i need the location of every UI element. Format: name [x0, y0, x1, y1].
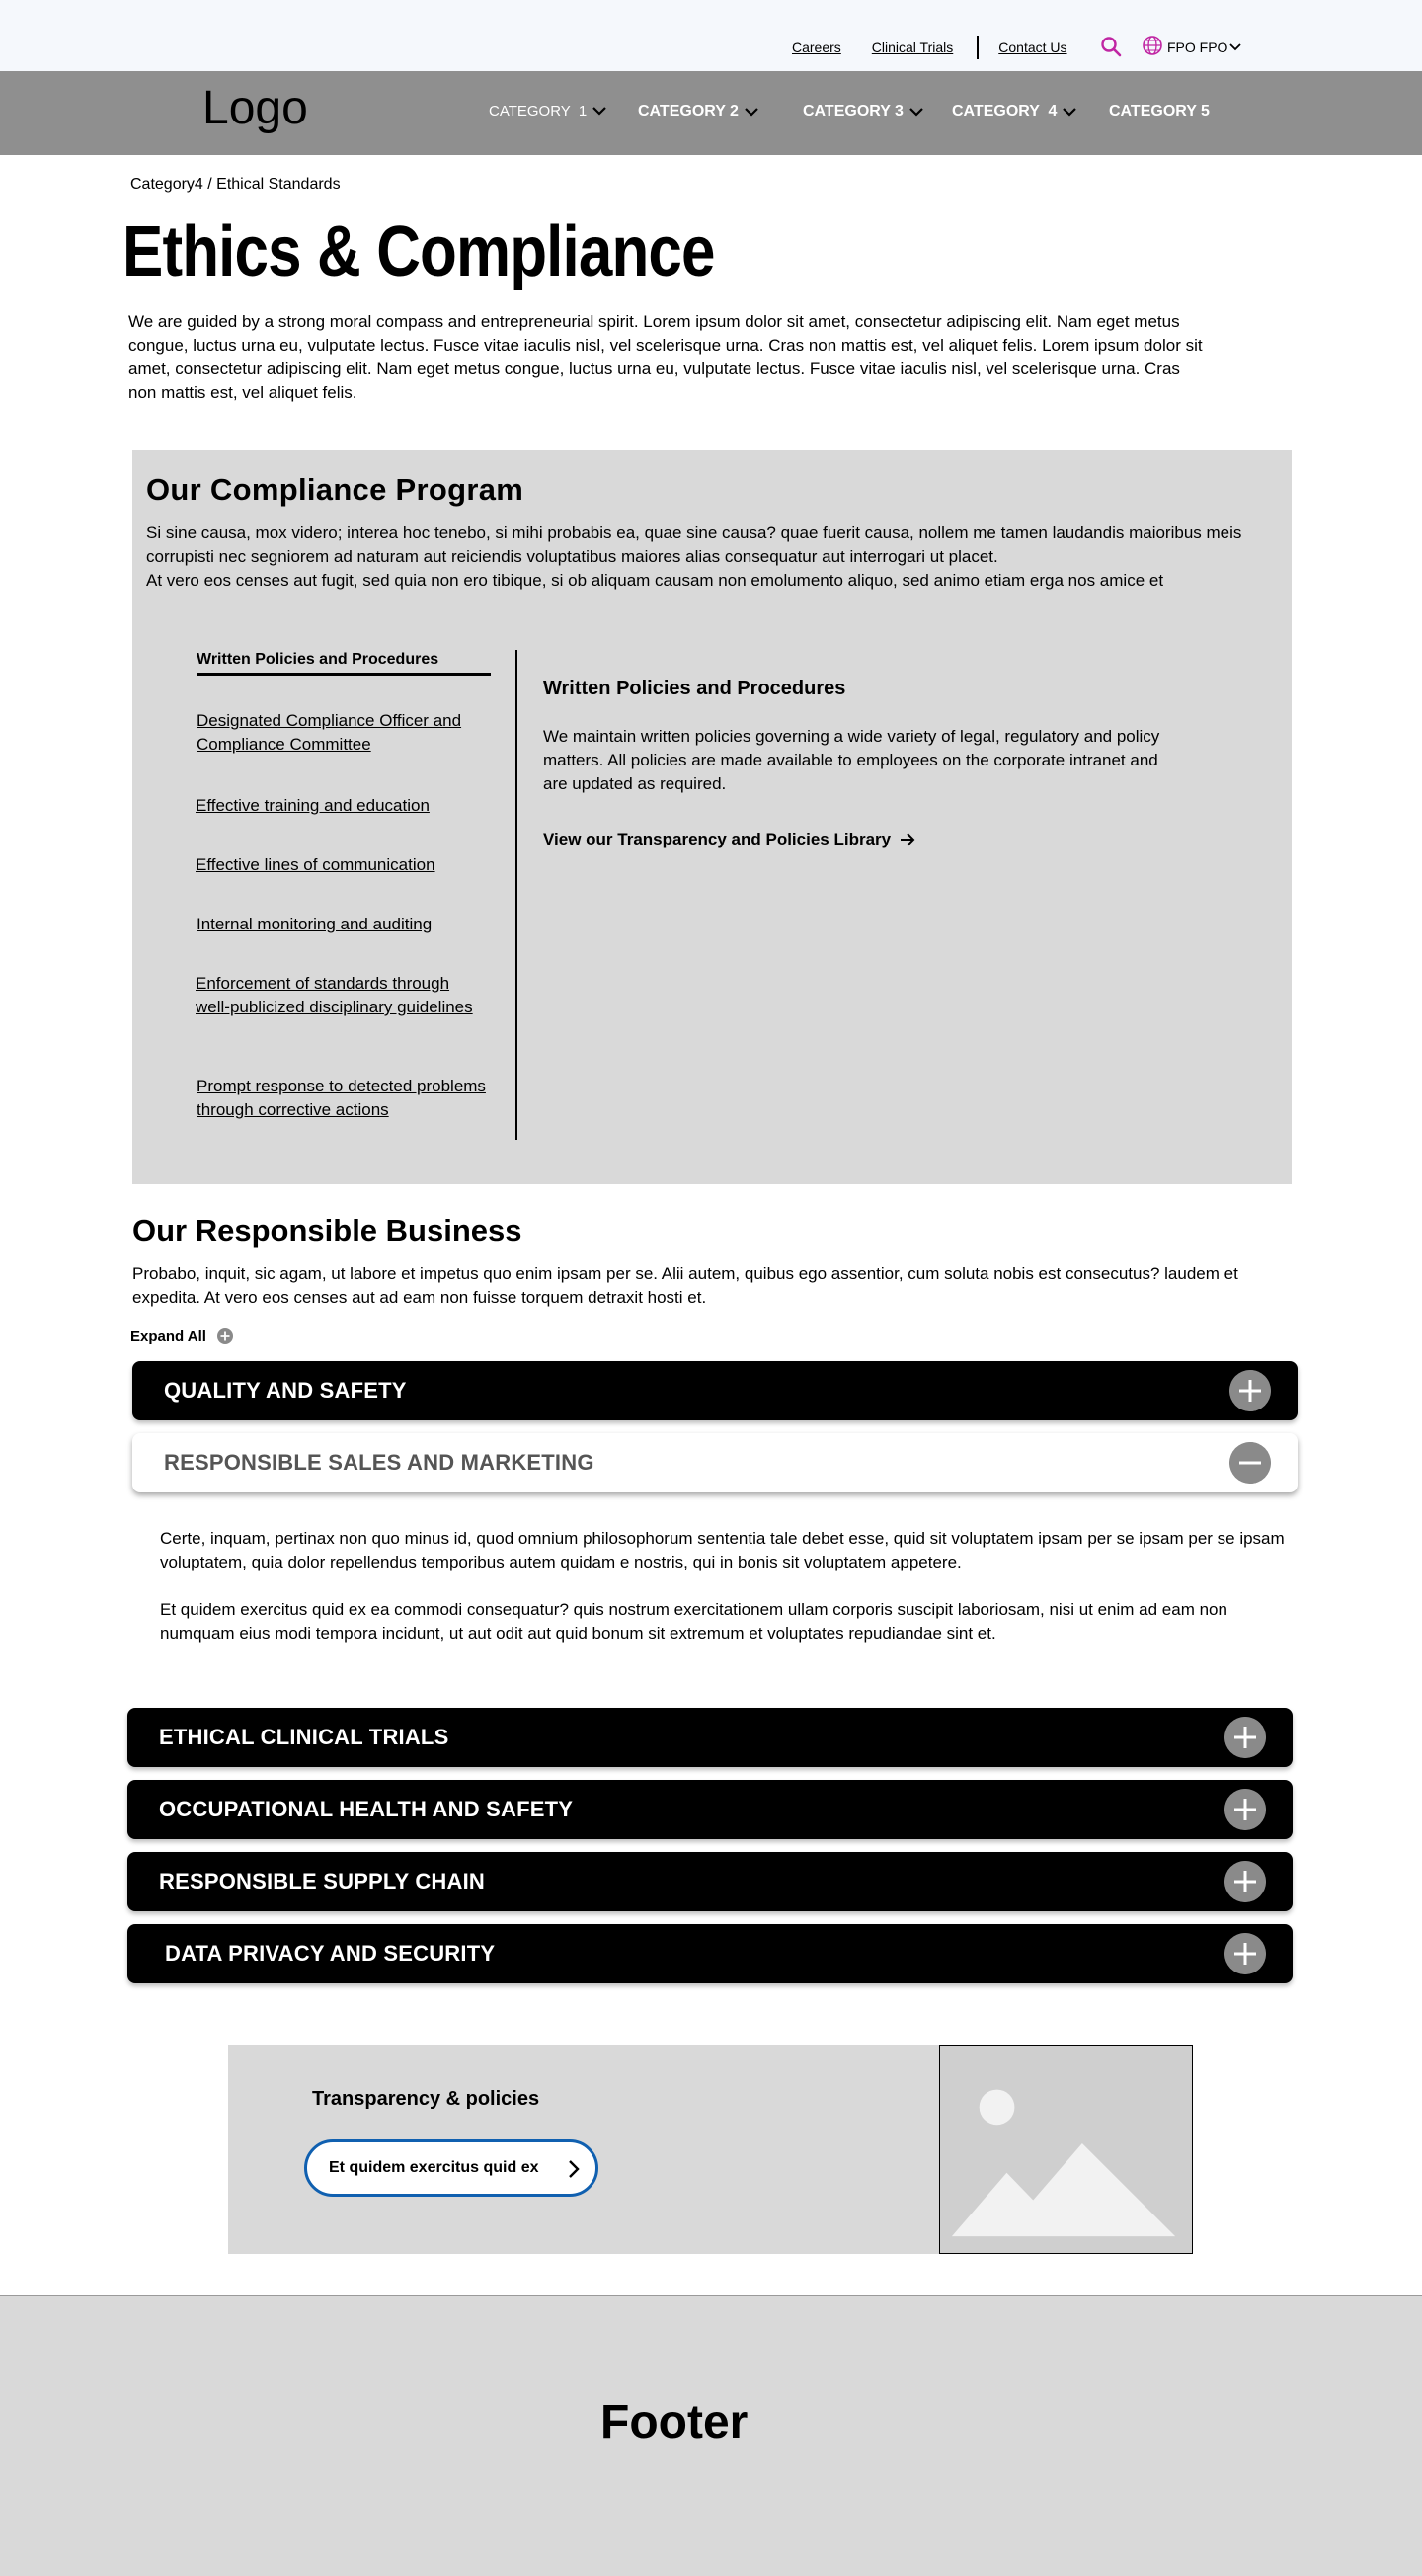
plus-icon[interactable] [1224, 1717, 1266, 1758]
plus-circle-icon [216, 1328, 234, 1345]
accordion-panel-responsible-sales [160, 1527, 1286, 1669]
expand-all-button[interactable] [130, 1328, 234, 1345]
accordion-label: QUALITY AND SAFETY [164, 1378, 407, 1403]
footer [0, 2295, 1422, 2576]
nav-category-1-label: CATEGORY 1 [489, 103, 588, 120]
policy-tab-training[interactable]: Effective training and education [196, 796, 430, 815]
accordion-panel-paragraph: Certe, inquam, pertinax non quo minus id, quod omnium philosophorum sententia tale debet esse, quid sit voluptatem ipsam per se ipsam per se ipsam voluptatem, quia dolor repellendus temporibus autem quidam e nostris, qui in bonis sit voluptatem appetere. [160, 1529, 1285, 1571]
utility-bar [0, 0, 1422, 71]
responsible-business-body: Probabo, inquit, sic agam, ut labore et impetus quo enim ipsam per se. Alii autem, quibus ego assentior, cum soluta nobis est consecutus? laudem et expedita. At vero eos censes aut ad eam non fuisse torquem detraxit hosti et. [132, 1264, 1238, 1307]
nav-category-2[interactable] [638, 103, 758, 121]
accordion-data-privacy[interactable] [127, 1924, 1293, 1983]
compliance-program-section [132, 450, 1292, 1184]
chevron-down-icon [1229, 43, 1241, 51]
accordion-ethical-clinical-trials[interactable] [127, 1708, 1293, 1767]
utility-links [792, 36, 1098, 59]
compliance-body: Si sine causa, mox videro; interea hoc tenebo, si mihi probabis ea, quae sine causa? quae fuerit causa, nollem me tamen laudandis maioribus meis corrupisti nec segniorem ad naturam aut reiciendis voluptatibus maiores alias consequatur aut interrogari ut placet. At vero eos censes aut fugit, sed quia non ero tibique, si ob aliquam causam non emolumento aliquo, sed animo etiam erga nos amice et [146, 523, 1242, 590]
accordion-occupational-health[interactable] [127, 1780, 1293, 1839]
breadcrumb[interactable]: Category4 / Ethical Standards [130, 176, 341, 193]
accordion-label: ETHICAL CLINICAL TRIALS [159, 1725, 449, 1749]
transparency-cta-label: Et quidem exercitus quid ex [329, 2159, 539, 2176]
globe-icon [1142, 35, 1163, 56]
policy-tab-compliance-officer[interactable]: Designated Compliance Officer and Compliance Committee [197, 711, 462, 754]
compliance-title: Our Compliance Program [146, 472, 524, 507]
accordion-panel-paragraph: Et quidem exercitus quid ex ea commodi consequatur? quis nostrum exercitationem ullam corporis suscipit laboriosam, nisi ut enim ad eam non numquam eius modi tempora incidunt, ut aut odit aut quid bonum sit extremum et voluptates repudiandae sint et. [160, 1600, 1227, 1643]
plus-icon[interactable] [1224, 1861, 1266, 1902]
minus-icon[interactable] [1229, 1442, 1271, 1484]
accordion-label: RESPONSIBLE SUPPLY CHAIN [159, 1869, 485, 1893]
contact-us-link[interactable]: Contact Us [998, 40, 1067, 55]
accordion-quality-safety[interactable] [132, 1361, 1298, 1420]
chevron-down-icon [745, 108, 758, 117]
expand-all-label: Expand All [130, 1328, 206, 1345]
plus-icon[interactable] [1229, 1370, 1271, 1411]
nav-category-5-label: CATEGORY 5 [1109, 103, 1210, 120]
accordion-responsible-sales[interactable] [132, 1433, 1298, 1492]
utility-divider [977, 36, 979, 59]
arrow-right-icon [899, 832, 916, 847]
transparency-cta-button[interactable] [304, 2139, 598, 2197]
nav-category-4-label: CATEGORY 4 [952, 103, 1058, 120]
policy-tab-communication[interactable]: Effective lines of communication [196, 855, 435, 874]
image-placeholder-icon [939, 2045, 1193, 2254]
chevron-down-icon [592, 107, 606, 116]
vertical-divider [515, 650, 517, 1140]
nav-category-1[interactable] [489, 103, 606, 120]
locale-label: FPO FPO [1167, 40, 1228, 55]
nav-category-2-label: CATEGORY 2 [638, 103, 739, 120]
transparency-card [228, 2045, 1192, 2254]
responsible-business-title: Our Responsible Business [132, 1213, 522, 1248]
nav-category-4[interactable] [952, 103, 1076, 121]
main-nav [0, 103, 1422, 126]
policies-library-link-label: View our Transparency and Policies Library [543, 830, 892, 848]
accordion-supply-chain[interactable] [127, 1852, 1293, 1911]
main-header [0, 71, 1422, 155]
policy-detail-title: Written Policies and Procedures [543, 678, 846, 699]
accordion-label: OCCUPATIONAL HEALTH AND SAFETY [159, 1797, 574, 1821]
chevron-down-icon [909, 108, 923, 117]
nav-category-3-label: CATEGORY 3 [803, 103, 904, 120]
policy-tab-prompt-response[interactable]: Prompt response to detected problems through corrective actions [197, 1077, 486, 1119]
chevron-down-icon [1063, 108, 1076, 117]
policies-library-link[interactable] [543, 830, 916, 849]
page-title: Ethics & Compliance [122, 212, 715, 291]
footer-label: Footer [600, 2396, 749, 2449]
chevron-right-icon [568, 2159, 580, 2179]
policy-tab-monitoring[interactable]: Internal monitoring and auditing [197, 915, 433, 933]
clinical-trials-link[interactable]: Clinical Trials [871, 40, 954, 55]
accordion-label: RESPONSIBLE SALES AND MARKETING [164, 1450, 594, 1475]
policy-tab-enforcement[interactable]: Enforcement of standards through well-publicized disciplinary guidelines [196, 974, 473, 1016]
intro-text: We are guided by a strong moral compass and entrepreneurial spirit. Lorem ipsum dolor sit amet, consectetur adipiscing elit. Nam eget metus congue, luctus urna eu, vulputate lectus. Fusce vitae iaculis nisl, vel scelerisque urna. Cras non mattis est, vel aliquet felis. Lorem ipsum dolor sit amet, consectetur adipiscing elit. Nam eget metus congue, luctus urna eu, vulputate lectus. Fusce vitae iaculis nisl, vel scelerisque urna. Cras non mattis est, vel aliquet felis. [128, 312, 1203, 402]
nav-category-3[interactable] [803, 103, 923, 121]
policy-detail-body: We maintain written policies governing a wide variety of legal, regulatory and policy matters. All policies are made available to employees on the corporate intranet and are updated as required. [543, 727, 1160, 793]
plus-icon[interactable] [1224, 1789, 1266, 1830]
policy-tab-written-policies[interactable]: Written Policies and Procedures [197, 648, 491, 676]
careers-link[interactable]: Careers [792, 40, 841, 55]
logo[interactable]: Logo [202, 82, 308, 134]
transparency-title: Transparency & policies [312, 2088, 540, 2110]
accordion-label: DATA PRIVACY AND SECURITY [165, 1941, 496, 1966]
locale-selector[interactable] [1167, 40, 1241, 55]
nav-category-5[interactable] [1109, 103, 1210, 121]
search-icon[interactable] [1100, 36, 1122, 57]
plus-icon[interactable] [1224, 1933, 1266, 1974]
